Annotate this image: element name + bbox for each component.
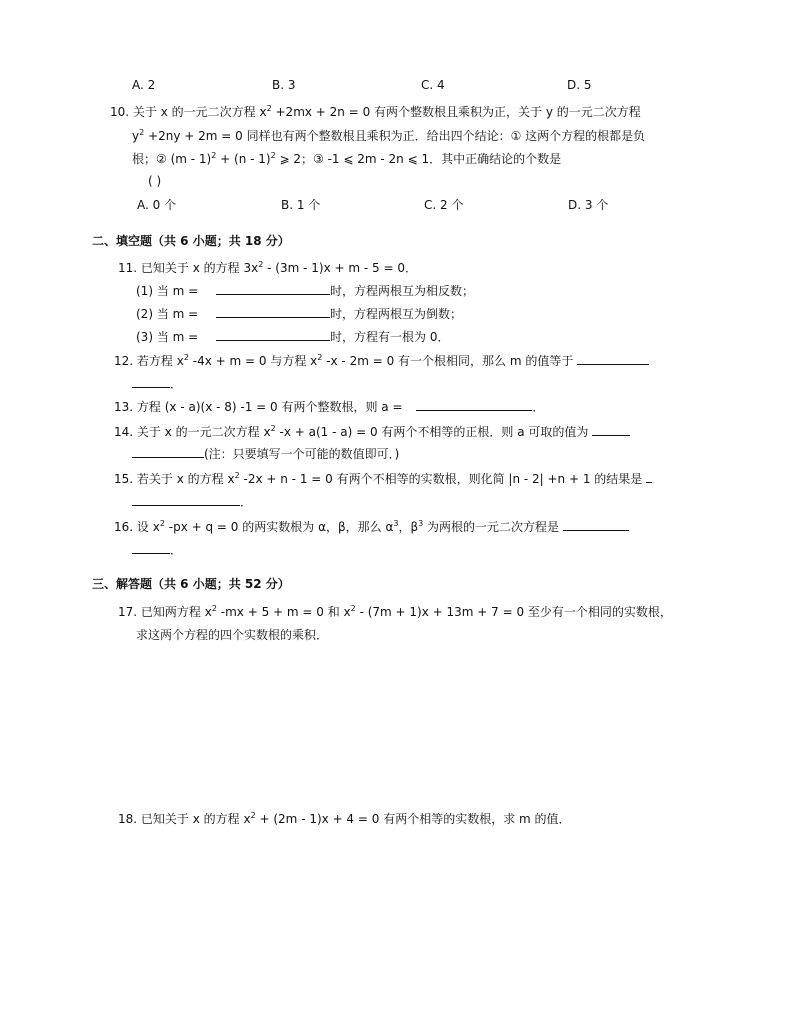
superscript: 3 <box>393 519 399 528</box>
q11-stem <box>118 259 417 277</box>
q14-note: (注：只要填写一个可能的数值即可．) <box>204 447 400 461</box>
question-number: 11. <box>118 261 138 275</box>
superscript: 2 <box>211 604 217 613</box>
q10-option-d: D. 3 个 <box>568 198 609 212</box>
q11-text: (2) 当 m = <box>136 307 199 321</box>
q15-line1 <box>114 470 652 488</box>
q18-line <box>118 810 571 828</box>
q9-option-c: C. 4 <box>421 78 445 92</box>
question-number: 12. <box>114 354 134 368</box>
q17-text: - (7m + 1)x + 13m + 7 = 0 至少有一个相同的实数根， <box>359 605 672 619</box>
q13-text: ． <box>532 400 545 414</box>
q10-option-a: A. 0 个 <box>137 198 177 212</box>
q16-line2 <box>132 541 182 559</box>
question-number: 10. <box>110 105 130 119</box>
q10-option-c: C. 2 个 <box>424 198 464 212</box>
q11-text: 时，方程两根互为倒数； <box>330 307 463 321</box>
q11-text: (1) 当 m = <box>136 284 199 298</box>
q11-sub3 <box>136 328 449 346</box>
superscript: 2 <box>211 151 217 160</box>
q14-line2 <box>132 445 399 463</box>
q16-text: -px + q = 0 的两实数根为 α，β，那么 α <box>168 520 394 534</box>
superscript: 2 <box>250 811 256 820</box>
q10-text: + (n - 1) <box>220 152 271 166</box>
q11-sub2 <box>136 305 462 323</box>
superscript: 2 <box>350 604 356 613</box>
superscript: 3 <box>418 519 424 528</box>
q10-text: ⩾ 2；③ -1 ⩽ 2m - 2n ⩽ 1．其中正确结论的个数是 <box>279 152 562 166</box>
q13-line <box>114 398 544 416</box>
q17-line1 <box>118 603 672 621</box>
q12-line1 <box>114 352 649 370</box>
q16-text: ，β <box>398 520 419 534</box>
q9-option-b: B. 3 <box>272 78 296 92</box>
q17-text: 已知两方程 x <box>140 605 212 619</box>
q12-text: -x - 2m = 0 有一个根相同，那么 m 的值等于 <box>326 354 574 368</box>
q13-text: 方程 (x - a)(x - 8) -1 = 0 有两个整数根，则 a = <box>136 400 403 414</box>
q11-text: 时，方程有一根为 0． <box>330 330 450 344</box>
q15-text: ． <box>240 495 253 509</box>
q10-text: y <box>132 129 140 143</box>
q10-answer-paren: ( ) <box>148 174 162 188</box>
question-number: 18. <box>118 812 138 826</box>
answer-blank[interactable] <box>563 518 629 531</box>
q10-text: 关于 x 的一元二次方程 x <box>132 105 267 119</box>
q12-text: ． <box>170 377 183 391</box>
q12-text: 若方程 x <box>136 354 184 368</box>
superscript: 2 <box>270 151 276 160</box>
q10-text: +2ny + 2m = 0 同样也有两个整数根且乘积为正．给出四个结论：① 这两个方程的根都是负 <box>148 129 646 143</box>
answer-blank[interactable] <box>416 398 532 411</box>
q17-text: -mx + 5 + m = 0 和 x <box>220 605 351 619</box>
q10-line2 <box>132 127 645 145</box>
section-heading-solutions: 三、解答题（共 6 小题；共 52 分） <box>92 577 290 591</box>
q11-text: 时，方程两根互为相反数； <box>330 284 475 298</box>
answer-blank[interactable] <box>577 352 649 365</box>
question-number: 13. <box>114 400 134 414</box>
q18-text: 已知关于 x 的方程 x <box>140 812 251 826</box>
q17-line2: 求这两个方程的四个实数根的乘积． <box>136 628 329 642</box>
answer-blank[interactable] <box>132 445 204 458</box>
q11-text: 已知关于 x 的方程 3x <box>140 261 259 275</box>
answer-blank[interactable] <box>132 541 170 554</box>
superscript: 2 <box>234 471 240 480</box>
q15-text: -2x + n - 1 = 0 有两个不相等的实数根，则化简 |n - 2| +n + 1 的结果是 <box>243 472 643 486</box>
superscript: 2 <box>270 424 276 433</box>
superscript: 2 <box>139 128 145 137</box>
q10-line3 <box>132 150 561 168</box>
q15-line2 <box>132 493 252 511</box>
answer-blank[interactable] <box>132 493 240 506</box>
q14-text: -x + a(1 - a) = 0 有两个不相等的正根．则 a 可取的值为 <box>279 425 589 439</box>
answer-blank[interactable] <box>216 282 330 295</box>
q10-text: 根；② (m - 1) <box>132 152 212 166</box>
q15-text: 若关于 x 的方程 x <box>136 472 235 486</box>
q16-text: 设 x <box>136 520 160 534</box>
q11-text: (3) 当 m = <box>136 330 199 344</box>
section-heading-fill-in: 二、填空题（共 6 小题；共 18 分） <box>92 234 290 248</box>
superscript: 2 <box>183 353 189 362</box>
q11-sub1 <box>136 282 474 300</box>
question-number: 15. <box>114 472 134 486</box>
q10-text: +2mx + 2n = 0 有两个整数根且乘积为正，关于 y 的一元二次方程 <box>275 105 641 119</box>
answer-blank[interactable] <box>216 328 330 341</box>
superscript: 2 <box>317 353 323 362</box>
q10-line1 <box>110 103 641 121</box>
answer-blank[interactable] <box>132 375 170 388</box>
q10-option-b: B. 1 个 <box>281 198 321 212</box>
q9-option-a: A. 2 <box>132 78 156 92</box>
q14-text: 关于 x 的一元二次方程 x <box>136 425 271 439</box>
superscript: 2 <box>266 104 272 113</box>
q14-line1 <box>114 423 630 441</box>
q16-line1 <box>114 518 629 536</box>
answer-blank[interactable] <box>646 470 652 483</box>
question-number: 16. <box>114 520 134 534</box>
q16-text: 为两根的一元二次方程是 <box>427 520 560 534</box>
q16-text: ． <box>170 543 183 557</box>
q9-option-d: D. 5 <box>567 78 592 92</box>
q12-text: -4x + m = 0 与方程 x <box>192 354 318 368</box>
superscript: 2 <box>159 519 165 528</box>
question-number: 14. <box>114 425 134 439</box>
answer-blank[interactable] <box>216 305 330 318</box>
answer-blank[interactable] <box>592 423 630 436</box>
superscript: 2 <box>258 260 264 269</box>
question-number: 17. <box>118 605 138 619</box>
q18-text: + (2m - 1)x + 4 = 0 有两个相等的实数根，求 m 的值． <box>259 812 571 826</box>
q11-text: - (3m - 1)x + m - 5 = 0． <box>267 261 417 275</box>
q12-line2 <box>132 375 182 393</box>
